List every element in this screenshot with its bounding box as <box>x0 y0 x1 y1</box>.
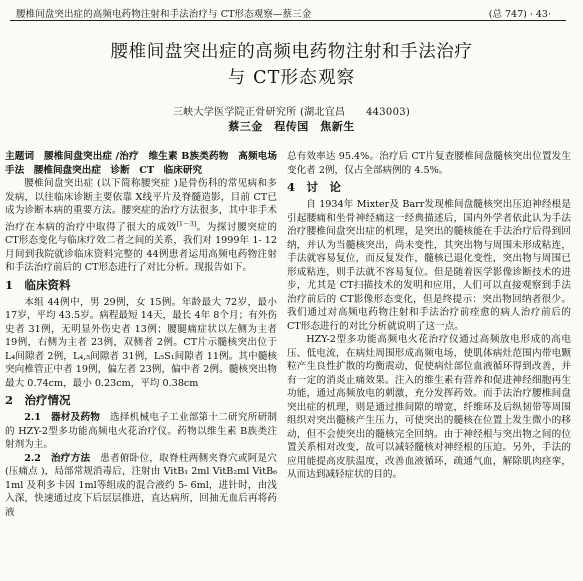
keywords-label: 主题词 <box>5 151 35 162</box>
intro-ref: [1～3] <box>176 220 197 228</box>
header-divider <box>10 20 566 21</box>
section-2-1-text: 选择机械电子工业部第十二研究所研制的 HZY-2型多功能高频电火花治疗仪。药物以维生素 B族类注射剂为主。 <box>5 412 277 451</box>
section-2-heading: 2 治疗情况 <box>5 393 71 408</box>
running-header-left: 腰椎间盘突出症的高频电药物注射和手法治疗与 CT形态观察—蔡三金 <box>16 9 312 20</box>
article-title-line2: 与 CT形态观察 <box>227 68 356 88</box>
section-2-2-text: 患者俯卧位，取脊柱两侧夹脊穴或阿是穴 (压痛点 )，局部常规消毒后，注射由 VitB₁ 2ml VitB₂ml VitB₆ 1ml 及利多卡因 1ml等组成的混合液约 5- 6ml，进针时，由浅入深，快速通过皮下后层层推进，直达病所，回抽无血后再将药液 <box>5 452 277 518</box>
section-2-1-label: 2.1 器材及药物 <box>24 412 101 424</box>
article-title-line1: 腰椎间盘突出症的高频电药物注射和手法治疗 <box>110 42 473 62</box>
clinical-paragraph: 本组 44例中，男 29例，女 15例。年龄最大 72岁，最小 17岁，平均 43.5岁。病程最短 14天，最长 4年 8个月；有外伤史者 31例，无明显外伤史者 13例；腰腿痛症状以左侧为主者 19例，右侧为主者 23例，双侧者 2例。CT片示髓核突出位于 L₄间隙者 2例，L₄,₅间隙者 31例，L₅S₁间隙者 11例。其中髓核突向椎管正中者 19例，偏左者 23例，偏中者 2例。髓核突出物最大 0.74cm，最小 0.23cm，平均 0.38cm <box>5 296 277 389</box>
intro-paragraph <box>5 177 277 275</box>
section-4-heading: 4 讨 论 <box>287 180 342 194</box>
section-2-2-label: 2.2 治疗方法 <box>24 452 91 464</box>
affiliation: 三峡大学医学院正骨研究所 (湖北宜昌 443003) <box>172 107 411 118</box>
right-column <box>287 150 571 482</box>
section-2-1 <box>5 411 277 452</box>
discussion-paragraph-2: HZY-2型多功能高频电火花治疗仪通过高频放电形成的高电压、低电流，在病灶周围形成高频电场，使肌体病灶范围内带电颗粒产生良性扩散的均衡震动，促使病灶部位血液循环得到改善，并有一定的消炎止痛效果。注入的维生素有营养和促进神经细胞再生功能，通过高频放电的刺激，充分发挥药效。而手法治疗腰椎间盘突出症的机理，则是通过推间隙的增宽，纤维环及后纵韧带等周围组织对突出髓核产生压力，可使突出的髓核在位置上发生微小的移动，但不会使突出的髓核完全回纳。由于神经根与突出物之间的位置关系相对改变，故可以减轻髓核对神经根的压迫。另外，手法的应用能提高皮肤温度，改善血液循环，疏通气血，解除肌肉痉挛，从而达到减轻症状的目的。 <box>287 334 571 480</box>
page-number: (总 747) · 43· <box>488 9 551 20</box>
left-column <box>5 150 287 519</box>
section-1-heading: 1 临床资料 <box>5 277 71 292</box>
intro-text-2: 。为探讨腰突症的 CT形态变化与临床疗效二者之间的关系，我们对 1999年 1- 12月间到我院就诊临床资料完整的 44例患者运用高频电药物注射和手法治疗前后的 CT形态进行了对比分析。现报告如下。 <box>5 221 278 274</box>
authors: 蔡三金 程传国 焦新生 <box>228 120 355 133</box>
discussion-paragraph-1: 自 1934年 Mixter及 Barr发现椎间盘髓核突出压迫神经根是引起腰痛和坐骨神经痛这一经典描述后，国内外学者依此认为手法治疗腰椎间盘突出症的机理，是突出的髓核能在手法治疗后得到回纳，并认为当髓核突出，尚未变性，其突出物与周围未形成粘连，手法就容易复位，而反复发作，髓核已退化变性，突出物与周围已形成粘连，则手法就不容易复位。但是随着医学影像诊断技术的进步，尤其是 CT扫描技术的发明和应用，人们可以直接观察到手法治疗前后的 CT影像形态变化，但是终提示：突出物回纳者很少。我们通过对高频电药物注射和手法治疗前痊愈的病人治疗前后的 CT形态进行的对比分析就说明了这一点。 <box>287 199 571 332</box>
keywords <box>5 150 287 177</box>
keywords-text: 腰椎间盘突出症 /治疗 维生素 B族类药物 高频电场 手法 腰椎间盘突出症 诊断 CT 临床研究 <box>5 151 287 176</box>
results-continuation: 总有效率达 95.4%。治疗后 CT片复查腰椎间盘髓核突出位置发生变化者 2例，仅占全部病例的 4.5%。 <box>287 151 571 176</box>
section-2-2 <box>5 452 277 520</box>
intro-text: 腰椎间盘突出症 (以下简称腰突症 )是骨伤科的常见病和多发病，以往临床诊断主要依靠 X线平片及脊髓造影，目前 CT已成为诊断本病的重要方法。腰突症的治疗方法很多，其中非手术治疗在本病的治疗中取得了很大的成效 <box>5 178 277 233</box>
